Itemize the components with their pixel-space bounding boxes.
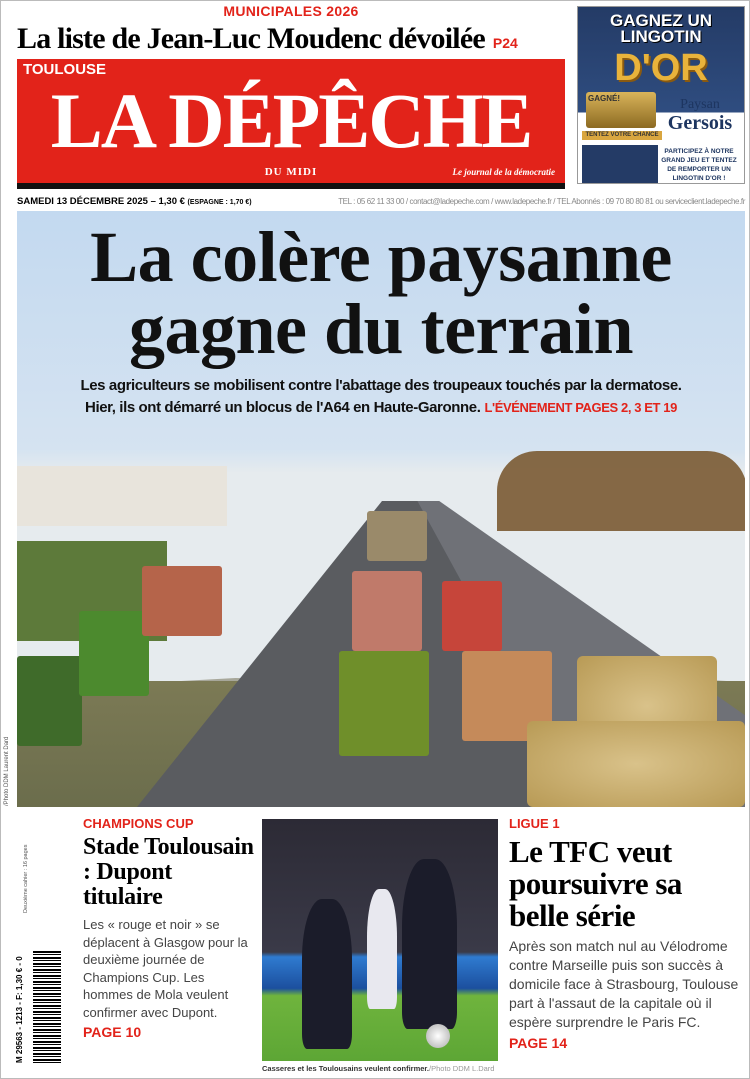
lead-page-ref: L'ÉVÉNEMENT PAGES 2, 3 ET 19 bbox=[484, 400, 677, 415]
date-price: SAMEDI 13 DÉCEMBRE 2025 – 1,30 € bbox=[17, 195, 185, 207]
ad-brand2: Gersois bbox=[667, 112, 733, 134]
ad-brand bbox=[660, 97, 740, 133]
lead-headline[interactable] bbox=[17, 217, 745, 369]
lead-headline-line2: gagne du terrain bbox=[129, 289, 633, 369]
trailer bbox=[142, 566, 222, 636]
page-ref: PAGE 14 bbox=[509, 1035, 568, 1051]
ball bbox=[426, 1024, 450, 1048]
article-rugby[interactable] bbox=[83, 816, 255, 1041]
tractor bbox=[17, 656, 82, 746]
barcode bbox=[33, 951, 61, 1063]
trailer bbox=[367, 511, 427, 561]
football-photo[interactable] bbox=[262, 819, 498, 1061]
lead-deck-line2: Hier, ils ont démarré un blocus de l'A64 en Haute-Garonne. bbox=[85, 399, 481, 416]
photo-caption bbox=[262, 1064, 494, 1074]
advertisement[interactable] bbox=[577, 6, 745, 184]
lead-photo[interactable] bbox=[17, 211, 745, 807]
dateline bbox=[17, 195, 252, 209]
ad-cta: PARTICIPEZ À NOTRE GRAND JEU ET TENTEZ DE REMPORTER UN LINGOTIN D'OR ! bbox=[661, 148, 737, 182]
caption-text: Casseres et les Toulousains veulent confirmer. bbox=[262, 1064, 430, 1073]
masthead bbox=[17, 59, 565, 189]
masthead-logo: LA DÉPÊCHE bbox=[50, 77, 532, 164]
spain-price: (ESPAGNE : 1,70 €) bbox=[187, 198, 252, 206]
info-bar bbox=[17, 195, 745, 208]
masthead-subtitle: DU MIDI bbox=[264, 166, 318, 178]
lead-deck-line1: Les agriculteurs se mobilisent contre l'abattage des troupeaux touchés par la dermatose. bbox=[80, 377, 682, 394]
top-headline[interactable] bbox=[17, 22, 573, 56]
tractor bbox=[339, 651, 429, 756]
top-kicker: MUNICIPALES 2026 bbox=[223, 3, 359, 19]
supplement-note: Deuxième cahier : 16 pages bbox=[23, 844, 29, 913]
contact-line: TEL : 05 62 11 33 00 / contact@ladepeche.com / www.ladepeche.fr / TEL Abonnés : 09 70 80 80 81 ou serviceclient.ladepeche.fr bbox=[338, 197, 745, 206]
lead-headline-line1: La colère paysanne bbox=[90, 217, 672, 297]
trailer bbox=[442, 581, 502, 651]
lead-deck bbox=[17, 375, 745, 419]
caption-credit: /Photo DDM L.Dard bbox=[429, 1064, 495, 1073]
section-label: LIGUE 1 bbox=[509, 816, 560, 831]
building bbox=[17, 466, 227, 526]
article-football[interactable] bbox=[509, 816, 747, 1052]
article-body: Après son match nul au Vélodrome contre Marseille puis son succès à domicile face à Strasbourg, Toulouse part à l'assaut de la capitale où il espère surprendre le Paris FC. bbox=[509, 938, 739, 1030]
article-title: Le TFC veut poursuivre sa belle série bbox=[509, 834, 682, 933]
masthead-city: TOULOUSE bbox=[23, 61, 107, 78]
tractor bbox=[79, 611, 149, 696]
page-ref: PAGE 10 bbox=[83, 1024, 142, 1040]
top-headline-text: La liste de Jean-Luc Moudenc dévoilée bbox=[17, 22, 485, 55]
photo-credit: /Photo DDM Laurent Dard bbox=[4, 736, 10, 806]
hay-bales bbox=[527, 721, 745, 807]
player bbox=[302, 899, 352, 1049]
ad-line1: GAGNEZ UN LINGOTIN bbox=[610, 11, 712, 46]
player bbox=[402, 859, 457, 1029]
ad-chance: TENTEZ VOTRE CHANCE bbox=[582, 131, 662, 140]
ad-badge: GAGNÉ! bbox=[588, 94, 620, 103]
ad-fine-print bbox=[582, 145, 658, 184]
ad-line2: D'OR bbox=[614, 47, 708, 89]
barcode-text: M 29563 - 1213 - F: 1,30 € - 0 bbox=[15, 956, 24, 1063]
trees bbox=[497, 451, 745, 531]
top-page-ref: P24 bbox=[492, 35, 518, 51]
gold-bar-image bbox=[586, 92, 656, 128]
player bbox=[367, 889, 397, 1009]
section-label: CHAMPIONS CUP bbox=[83, 816, 194, 831]
ad-brand1: Paysan bbox=[680, 97, 720, 112]
article-title: Stade Toulousain : Dupont titulaire bbox=[83, 834, 254, 910]
article-body: Les « rouge et noir » se déplacent à Glasgow pour la deuxième journée de Champions Cup. Les hommes de Mola veulent confirmer avec Dupont. bbox=[83, 917, 248, 1020]
masthead-tagline: Le journal de la démocratie bbox=[452, 167, 555, 177]
trailer bbox=[352, 571, 422, 651]
